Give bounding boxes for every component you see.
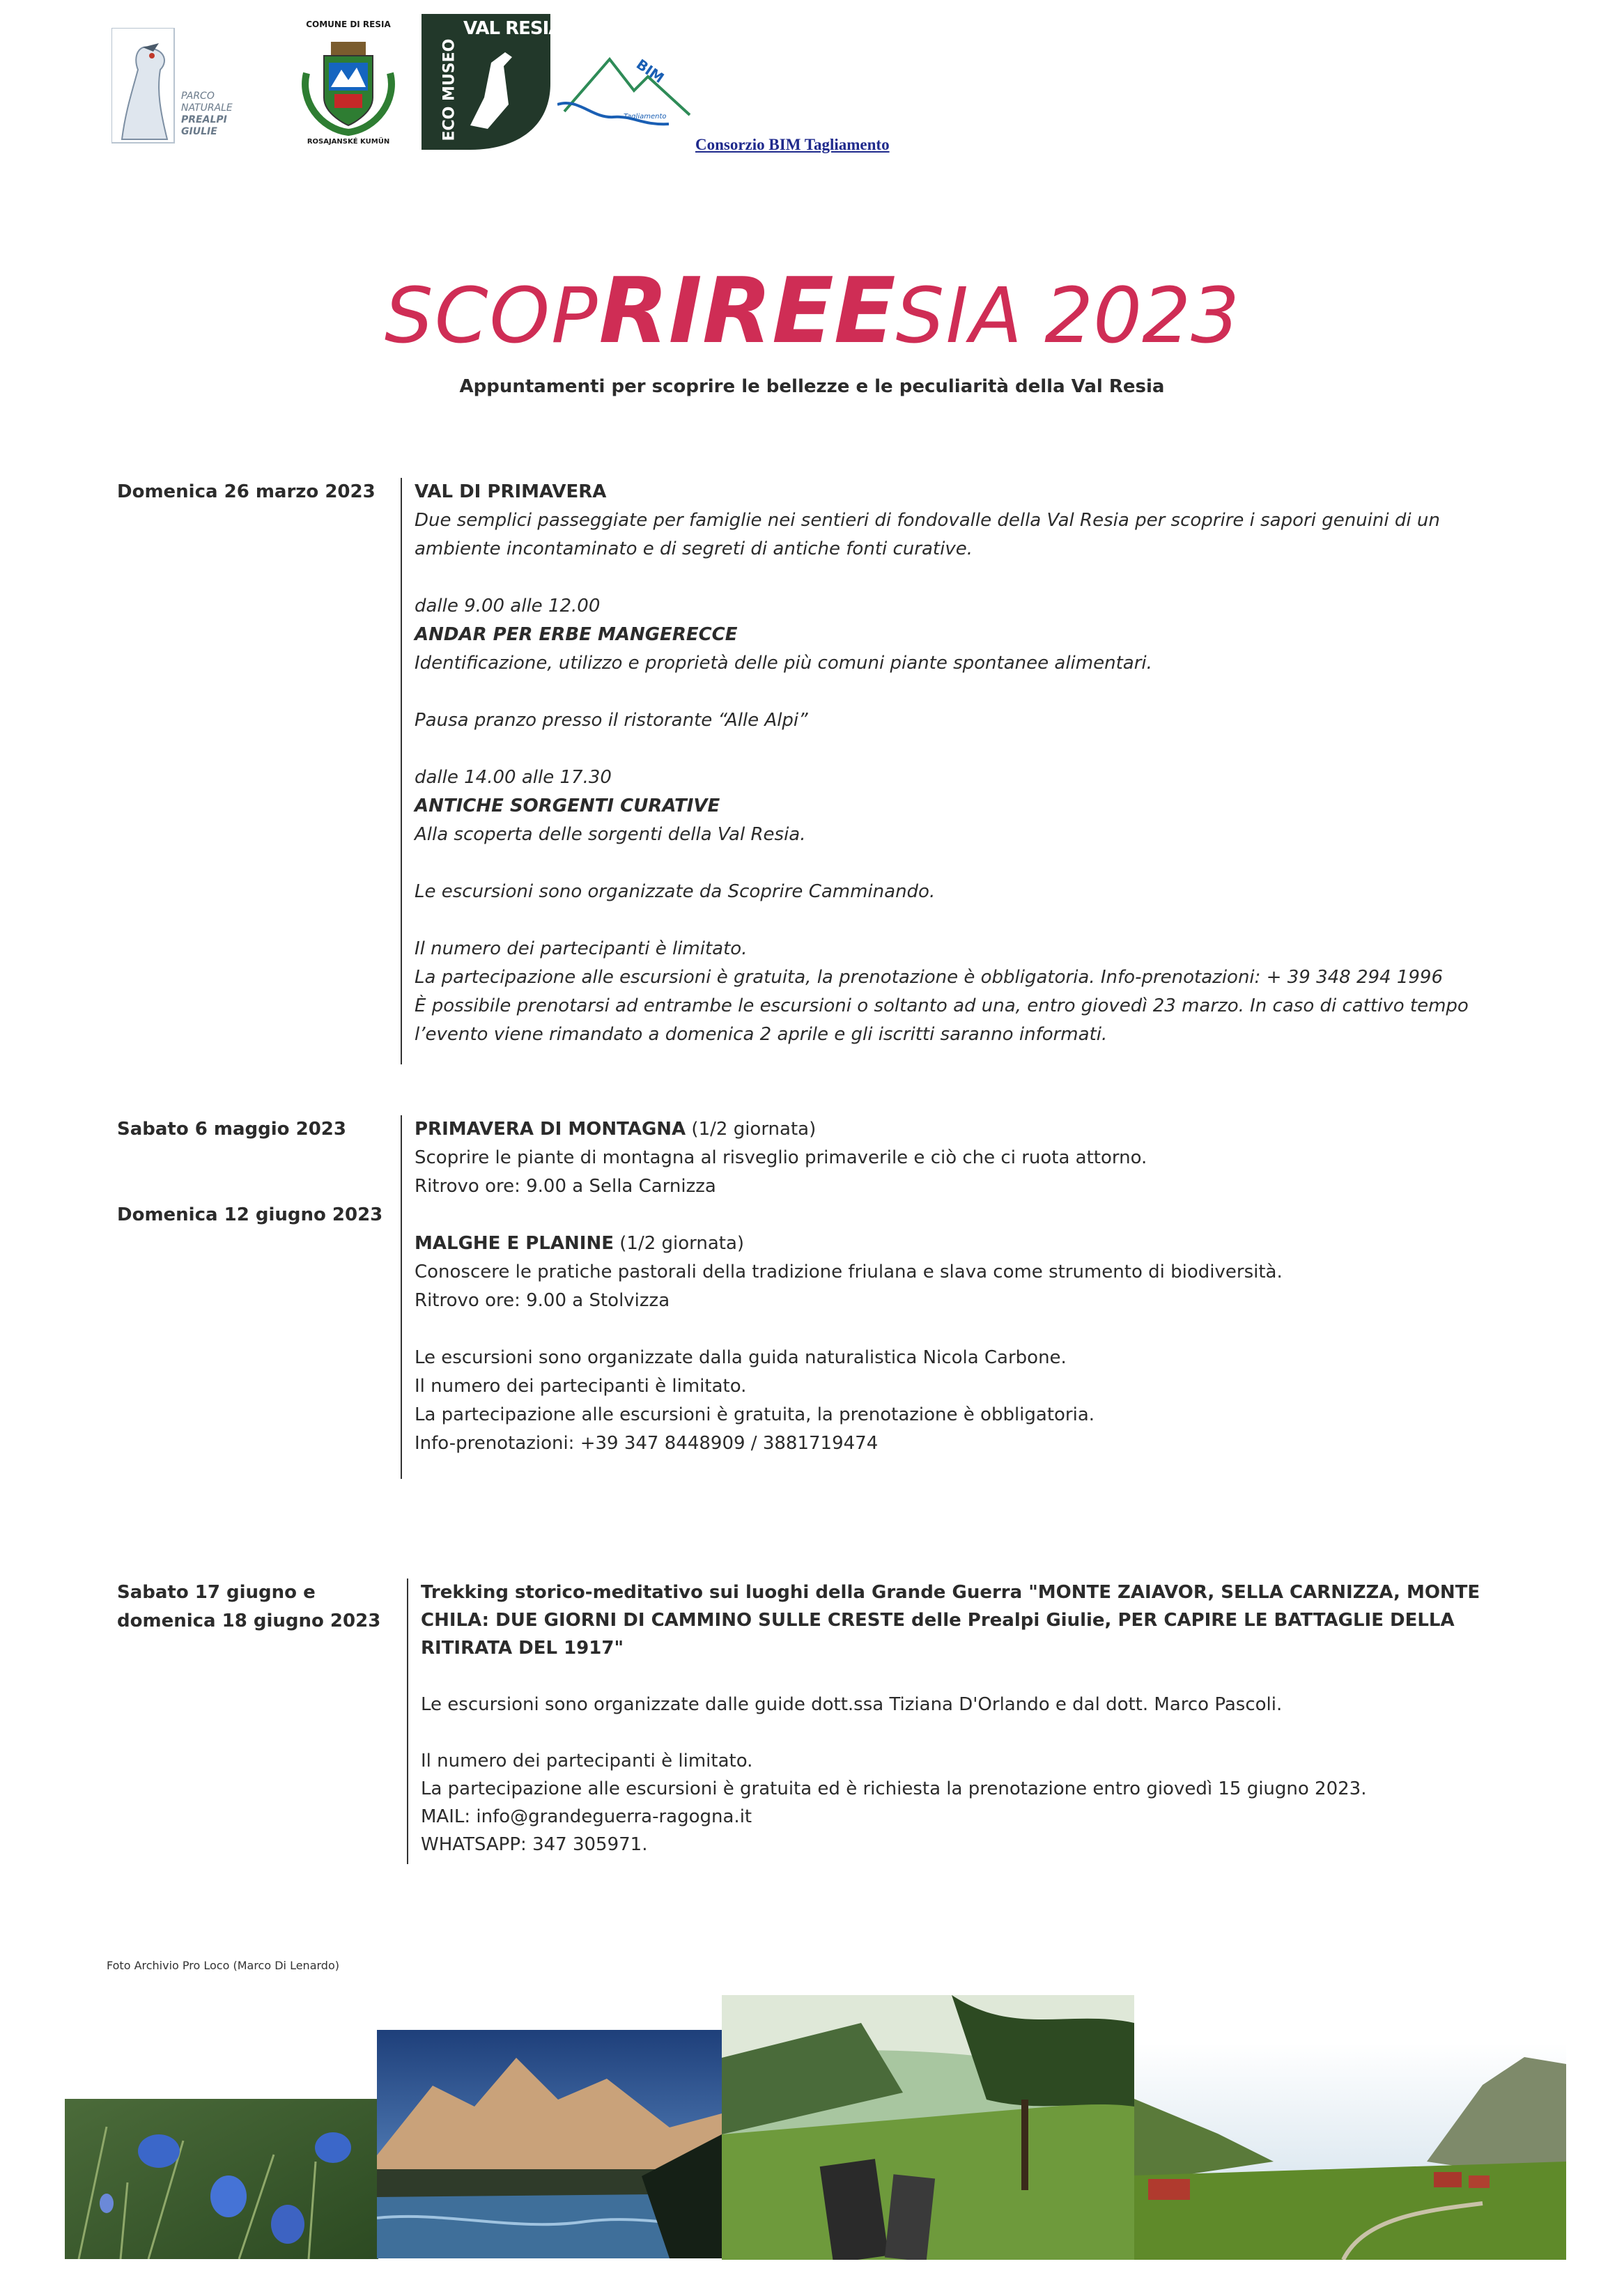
event-1-note: È possibile prenotarsi ad entrambe le escursioni o soltanto ad una, entro giovedì 23 marzo. In caso di cattivo tempo l’evento viene rimandato a domenica 2 aprile e gli iscritti saranno informati. <box>415 995 1469 1045</box>
event-3-date <box>117 1578 380 1636</box>
event-3-date-line-2: domenica 18 giugno 2023 <box>117 1611 381 1631</box>
event-3-title: Trekking storico-meditativo sui luoghi della Grande Guerra "MONTE ZAIAVOR, SELLA CARNIZZA, MONTE CHILA: DUE GIORNI DI CAMMINO SULLE CRESTE delle Prealpi Giulie, PER CAPIRE LE BATTAGLIE DELLA RITIRATA DEL 1917" <box>421 1582 1480 1659</box>
event-3-mail[interactable]: MAIL: info@grandeguerra-ragogna.it <box>421 1806 752 1827</box>
event-1-booking: La partecipazione alle escursioni è gratuita, la prenotazione è obbligatoria. Info-prenotazioni: + 39 348 294 1996 <box>415 967 1444 988</box>
logo-ecomuseo-val-resia <box>422 14 562 150</box>
parco-line-2: NATURALE <box>181 102 233 114</box>
event-2-desc-a: Scoprire le piante di montagna al risveglio primaverile e ciò che ci ruota attorno. <box>415 1147 1147 1168</box>
bim-label: BIM <box>633 55 667 87</box>
event-3-whatsapp: WHATSAPP: 347 305971. <box>421 1834 648 1855</box>
event-1-time-2: dalle 14.00 alle 17.30 <box>415 767 612 788</box>
title-part-1: SCOP <box>384 271 599 360</box>
event-2-duration-b: (1/2 giornata) <box>614 1233 745 1254</box>
parco-line-3: PREALPI <box>181 114 227 125</box>
comune-bottom-label: ROSAJANSKÉ KUMÜN <box>307 138 390 146</box>
event-1-activity-2-desc: Alla scoperta delle sorgenti della Val Resia. <box>415 824 806 845</box>
event-1-date: Domenica 26 marzo 2023 <box>117 481 376 502</box>
event-1-lunch: Pausa pranzo presso il ristorante “Alle Alpi” <box>415 710 808 731</box>
bim-small-label: Tagliamento <box>624 113 667 121</box>
event-2-meet-b: Ritrovo ore: 9.00 a Stolvizza <box>415 1290 670 1311</box>
page-title <box>0 258 1624 364</box>
parco-line-1: PARCO <box>181 91 215 102</box>
photo-bellflowers <box>65 2099 378 2259</box>
title-part-3: SIA <box>895 271 1024 360</box>
ecomuseo-vertical-text: ECO MUSEO <box>440 38 458 141</box>
photo-valley-village <box>1134 2043 1566 2260</box>
ecomuseo-top-text: VAL RESIA <box>463 18 562 39</box>
photo-mountain-river <box>377 2030 722 2258</box>
event-2-organizer: Le escursioni sono organizzate dalla guida naturalistica Nicola Carbone. <box>415 1347 1067 1368</box>
parco-line-4: GIULIE <box>181 126 217 137</box>
photo-credit: Foto Archivio Pro Loco (Marco Di Lenardo) <box>107 1959 339 1972</box>
event-2-booking: La partecipazione alle escursioni è gratuita, la prenotazione è obbligatoria. <box>415 1404 1095 1425</box>
photo-memorial-meadow <box>722 1995 1134 2260</box>
logo-parco-prealpi-giulie <box>111 28 272 146</box>
event-3-date-line-1: Sabato 17 giugno e <box>117 1582 316 1603</box>
event-1-title: VAL DI PRIMAVERA <box>415 481 607 502</box>
title-part-2: RIRE <box>598 258 834 364</box>
coat-of-arms-icon <box>293 31 404 136</box>
event-1-activity-1: ANDAR PER ERBE MANGERECCE <box>415 624 738 645</box>
logo-bim-tagliamento <box>557 35 697 132</box>
event-2-date-a: Sabato 6 maggio 2023 <box>117 1119 346 1140</box>
consorzio-link[interactable]: Consorzio BIM Tagliamento <box>695 136 890 153</box>
title-part-e: E <box>833 258 896 364</box>
event-1-limit: Il numero dei partecipanti è limitato. <box>415 938 748 959</box>
event-1-desc: Due semplici passeggiate per famiglie nei sentieri di fondovalle della Val Resia per scoprire i sapori genuini di un ambiente incontaminato e di segreti di antiche fonti curative. <box>415 510 1440 559</box>
event-1-organizer: Le escursioni sono organizzate da Scoprire Camminando. <box>415 881 936 902</box>
event-1-activity-1-desc: Identificazione, utilizzo e proprietà delle più comuni piante spontanee alimentari. <box>415 653 1152 674</box>
event-3-limit: Il numero dei partecipanti è limitato. <box>421 1751 753 1771</box>
event-2-title-b: MALGHE E PLANINE <box>415 1233 614 1254</box>
event-2-duration-a: (1/2 giornata) <box>686 1119 817 1140</box>
event-3-organizer: Le escursioni sono organizzate dalle guide dott.ssa Tiziana D'Orlando e dal dott. Marco Pascoli. <box>421 1694 1283 1715</box>
event-1-activity-2: ANTICHE SORGENTI CURATIVE <box>415 796 720 816</box>
comune-top-label: COMUNE DI RESIA <box>306 20 391 29</box>
event-3-booking: La partecipazione alle escursioni è gratuita ed è richiesta la prenotazione entro giovedì 15 giugno 2023. <box>421 1778 1367 1799</box>
event-1-time-1: dalle 9.00 alle 12.00 <box>415 596 601 616</box>
page-subtitle: Appuntamenti per scoprire le bellezze e le peculiarità della Val Resia <box>459 376 1165 397</box>
event-2-meet-a: Ritrovo ore: 9.00 a Sella Carnizza <box>415 1176 716 1197</box>
event-2-date-b: Domenica 12 giugno 2023 <box>117 1204 383 1225</box>
event-2-limit: Il numero dei partecipanti è limitato. <box>415 1376 747 1397</box>
event-2-title-a: PRIMAVERA DI MONTAGNA <box>415 1119 686 1140</box>
event-2-body <box>401 1115 1515 1479</box>
logo-comune-di-resia <box>293 14 404 153</box>
event-2-info: Info-prenotazioni: +39 347 8448909 / 3881719474 <box>415 1433 879 1454</box>
event-1-body <box>401 478 1515 1064</box>
event-3-body <box>407 1578 1522 1864</box>
event-2-desc-b: Conoscere le pratiche pastorali della tradizione friulana e slava come strumento di biodiversità. <box>415 1262 1283 1282</box>
title-year: 2023 <box>1044 271 1240 360</box>
